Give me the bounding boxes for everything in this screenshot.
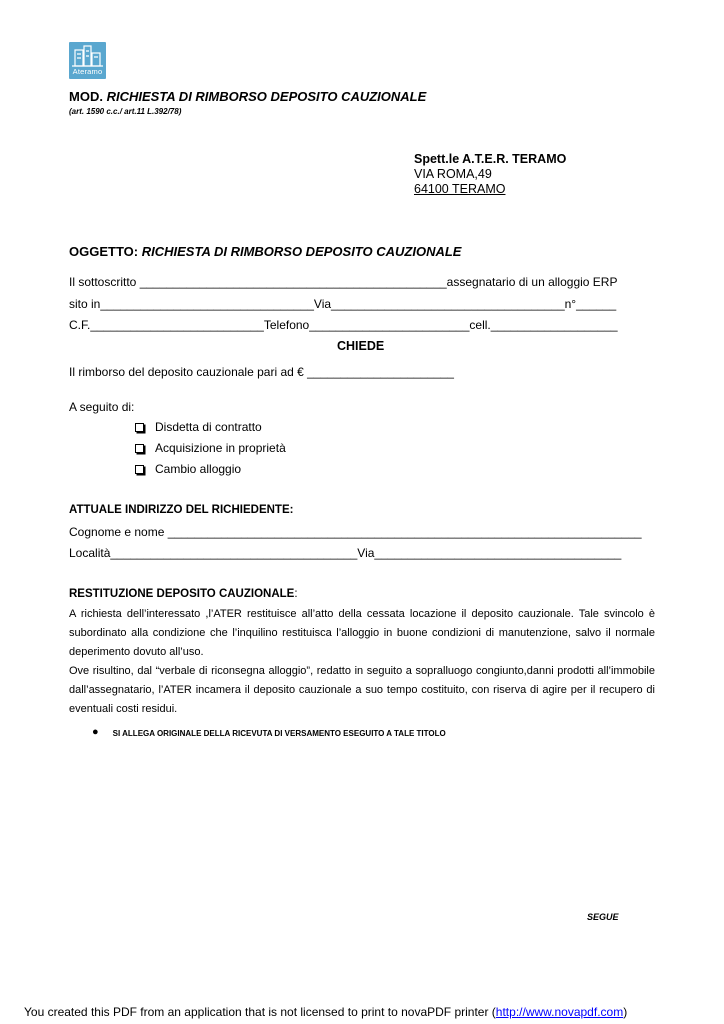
option-acquisizione[interactable] xyxy=(135,441,286,455)
chiede-heading: CHIEDE xyxy=(337,339,385,353)
paragraph-line: Ove risultino, dal “verbale di riconsegna alloggio”, redatto in seguito a sopralluogo congiunto,danni prodotti all’immobile xyxy=(69,665,655,677)
restituzione-paragraph-2 xyxy=(69,662,655,719)
option-label: Acquisizione in proprietà xyxy=(155,441,286,455)
rimborso-line[interactable]: Il rimborso del deposito cauzionale pari ad € ______________________ xyxy=(69,365,454,379)
form-line-cognome[interactable]: Cognome e nome _______________________________________________________________________ xyxy=(69,525,642,539)
footer-text-end: ) xyxy=(623,1005,628,1019)
seguito-label: A seguito di: xyxy=(69,400,135,414)
footer-text: You created this PDF from an application that is not licensed to print to novaPDF printer ( xyxy=(24,1005,496,1019)
paragraph-line: subordinato alla condizione che l’inquilino restituisca l’alloggio in buone condizioni di manutenzione, salvo il normale xyxy=(69,627,655,639)
checkbox-icon[interactable] xyxy=(135,423,144,432)
checkbox-icon[interactable] xyxy=(135,465,144,474)
document-title xyxy=(69,89,426,104)
attachment-note xyxy=(92,727,446,739)
novapdf-footer xyxy=(24,1005,627,1019)
document-subtitle: (art. 1590 c.c./ art.11 L.392/78) xyxy=(69,107,182,116)
recipient-name: Spett.le A.T.E.R. TERAMO xyxy=(414,152,567,166)
form-line-localita[interactable]: Località_____________________________________Via_____________________________________ xyxy=(69,546,622,560)
ater-logo xyxy=(69,42,106,79)
paragraph-line: deperimento dovuto all’uso. xyxy=(69,646,204,658)
option-label: Disdetta di contratto xyxy=(155,420,262,434)
address-heading: ATTUALE INDIRIZZO DEL RICHIEDENTE: xyxy=(69,504,294,516)
subject-text: RICHIESTA DI RIMBORSO DEPOSITO CAUZIONALE xyxy=(141,244,462,259)
attachment-text: SI ALLEGA ORIGINALE DELLA RICEVUTA DI VERSAMENTO ESEGUITO A TALE TITOLO xyxy=(112,728,446,738)
checkbox-icon[interactable] xyxy=(135,444,144,453)
option-disdetta[interactable] xyxy=(135,420,262,434)
segue-label: SEGUE xyxy=(587,912,619,922)
subject-label: OGGETTO: xyxy=(69,244,139,259)
logo-text: Ateramo xyxy=(72,67,103,76)
subject-line xyxy=(69,244,461,259)
restituzione-heading xyxy=(69,588,298,600)
recipient-city: 64100 TERAMO xyxy=(414,182,506,196)
form-line-cf[interactable]: C.F.__________________________Telefono________________________cell.___________________ xyxy=(69,318,618,332)
paragraph-line: dall’assegnatario, l’ATER incamera il deposito cauzionale a suo tempo costituito, con riserva di agire per il recupero di xyxy=(69,684,655,696)
option-label: Cambio alloggio xyxy=(155,462,242,476)
paragraph-line: eventuali costi residui. xyxy=(69,703,178,715)
option-cambio[interactable] xyxy=(135,462,241,476)
recipient-street: VIA ROMA,49 xyxy=(414,167,492,181)
form-line-sottoscritto[interactable]: Il sottoscritto ______________________________________________assegnatario di un alloggio ERP xyxy=(69,275,618,289)
restituzione-paragraph-1 xyxy=(69,605,655,662)
restituzione-colon: : xyxy=(294,588,298,600)
form-line-sito[interactable]: sito in________________________________Via___________________________________n°______ xyxy=(69,297,617,311)
bullet-icon: ● xyxy=(92,726,99,738)
restituzione-title: RESTITUZIONE DEPOSITO CAUZIONALE xyxy=(69,588,295,600)
title-text: RICHIESTA DI RIMBORSO DEPOSITO CAUZIONALE xyxy=(106,89,427,104)
title-prefix: MOD. xyxy=(69,89,103,104)
paragraph-line: A richiesta dell’interessato ,l’ATER restituisce all’atto della cessata locazione il deposito cauzionale. Tale svincolo è xyxy=(69,608,655,620)
novapdf-link[interactable]: http://www.novapdf.com xyxy=(495,1005,624,1019)
